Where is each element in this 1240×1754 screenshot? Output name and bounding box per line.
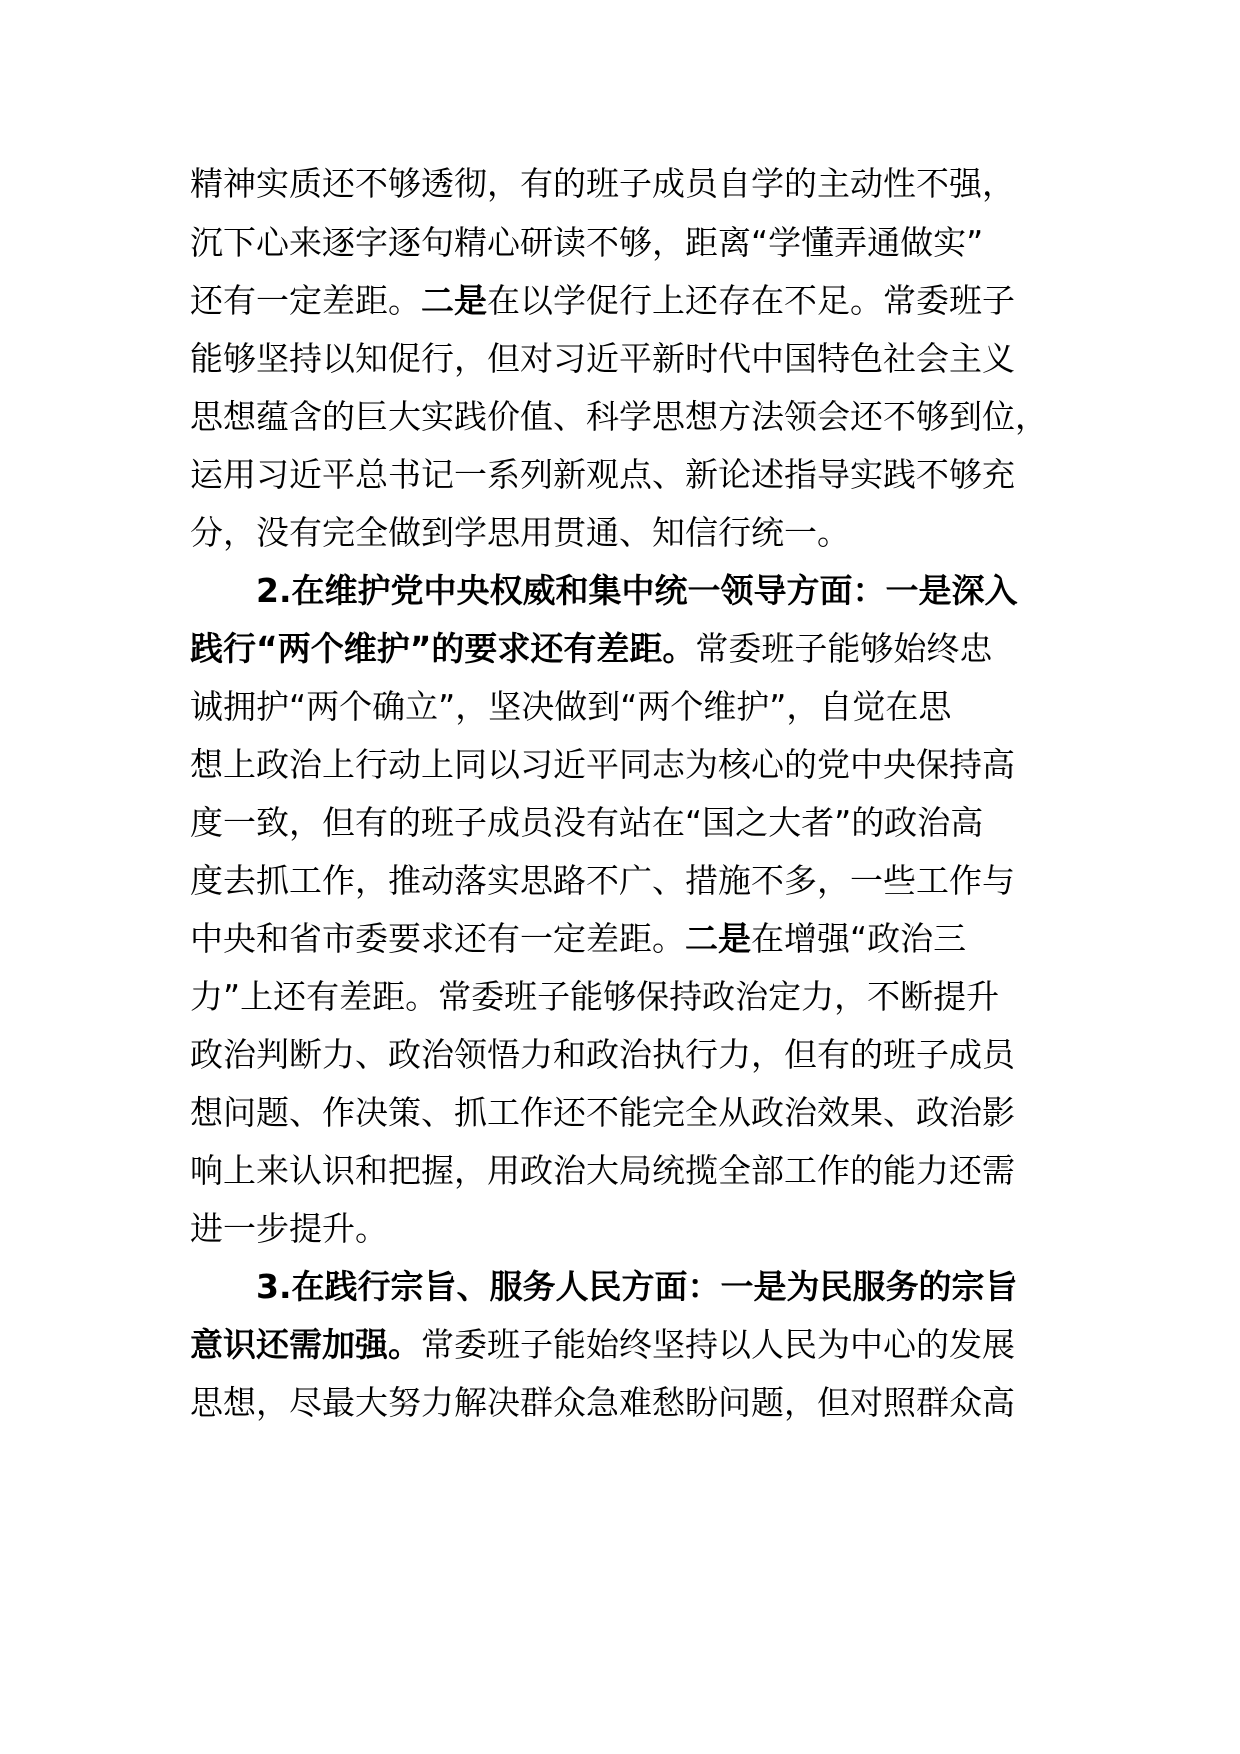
section-heading-2	[190, 558, 1070, 624]
text-line	[190, 210, 1070, 276]
heading-text: 3.在践行宗旨、服务人民方面：一是为民服务的宗旨	[190, 1267, 1018, 1306]
section-heading-3	[190, 1254, 1070, 1320]
text-segment: 政治判断力、政治领悟力和政治执行力，但有的班子成员	[190, 1035, 1015, 1074]
text-segment: 常委班子能始终坚持以人民为中心的发展	[421, 1325, 1015, 1364]
text-segment: 在以学促行上还存在不足。常委班子	[487, 281, 1015, 320]
heading-text: 践行“两个维护”的要求还有差距。	[190, 629, 696, 668]
text-line	[190, 848, 1070, 914]
text-line	[190, 674, 1070, 740]
text-line	[190, 1138, 1070, 1204]
heading-text: 意识还需加强。	[190, 1325, 421, 1364]
text-segment: 响上来认识和把握，用政治大局统揽全部工作的能力还需	[190, 1151, 1015, 1190]
text-segment: 中央和省市委要求还有一定差距。	[190, 919, 685, 958]
text-line	[190, 616, 1070, 682]
text-segment: 分，没有完全做到学思用贯通、知信行统一。	[190, 513, 850, 552]
text-line	[190, 1022, 1070, 1088]
text-line	[190, 151, 1070, 217]
text-line	[190, 790, 1070, 856]
text-line	[190, 1312, 1070, 1378]
text-line	[190, 442, 1070, 508]
text-segment: 进一步提升。	[190, 1209, 388, 1248]
text-segment: 思想蕴含的巨大实践价值、科学思想方法领会还不够到位，	[190, 397, 1048, 436]
bold-marker: 二是	[421, 281, 487, 320]
text-segment: 想上政治上行动上同以习近平同志为核心的党中央保持高	[190, 745, 1015, 784]
text-segment: 还有一定差距。	[190, 281, 421, 320]
text-segment: 沉下心来逐字逐句精心研读不够，距离“学懂弄通做实”	[190, 223, 984, 262]
text-line	[190, 1370, 1070, 1436]
text-segment: 能够坚持以知促行，但对习近平新时代中国特色社会主义	[190, 339, 1015, 378]
text-segment: 想问题、作决策、抓工作还不能完全从政治效果、政治影	[190, 1093, 1015, 1132]
text-segment: 度一致，但有的班子成员没有站在“国之大者”的政治高	[190, 803, 984, 842]
text-segment: 运用习近平总书记一系列新观点、新论述指导实践不够充	[190, 455, 1015, 494]
heading-text: 2.在维护党中央权威和集中统一领导方面：一是深入	[190, 571, 1018, 610]
text-line	[190, 1080, 1070, 1146]
text-line	[190, 268, 1070, 334]
text-segment: 精神实质还不够透彻，有的班子成员自学的主动性不强，	[190, 164, 1015, 203]
text-segment: 思想，尽最大努力解决群众急难愁盼问题，但对照群众高	[190, 1383, 1015, 1422]
text-line	[190, 500, 1070, 566]
text-segment: 在增强“政治三	[751, 919, 967, 958]
text-line	[190, 1196, 1070, 1262]
text-segment: 常委班子能够始终忠	[695, 629, 993, 668]
text-line	[190, 906, 1070, 972]
text-line	[190, 326, 1070, 392]
text-segment: 诚拥护“两个确立”，坚决做到“两个维护”，自觉在思	[190, 687, 952, 726]
text-segment: 度去抓工作，推动落实思路不广、措施不多，一些工作与	[190, 861, 1015, 900]
text-line	[190, 384, 1070, 450]
text-segment: 力”上还有差距。常委班子能够保持政治定力，不断提升	[190, 977, 1000, 1016]
text-line	[190, 732, 1070, 798]
text-line	[190, 964, 1070, 1030]
bold-marker: 二是	[685, 919, 751, 958]
